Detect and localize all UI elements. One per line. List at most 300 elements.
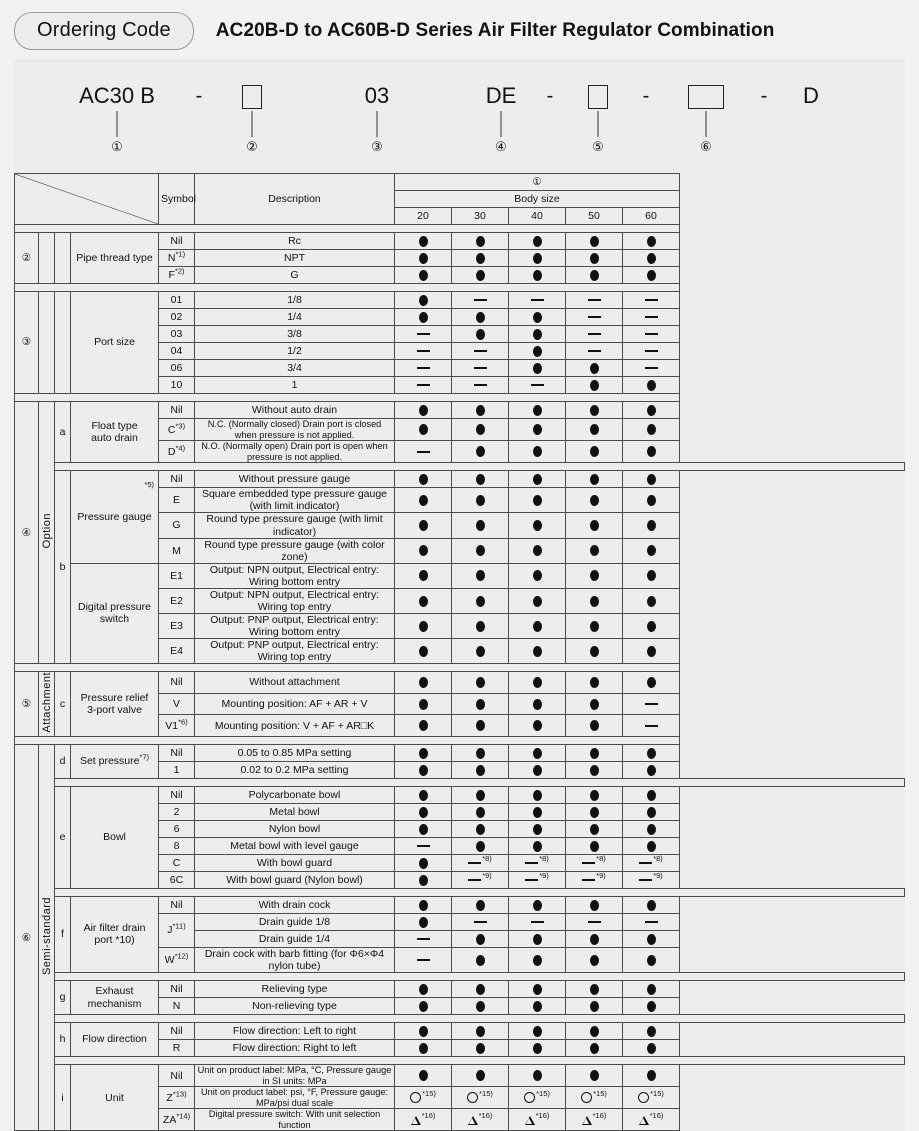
symbol-cell: Nil — [159, 786, 195, 803]
availability-cell — [509, 441, 566, 463]
description-cell: Output: PNP output, Electrical entry: Wiring bottom entry — [195, 613, 395, 638]
availability-cell — [566, 981, 623, 998]
availability-cell — [623, 563, 680, 588]
filled-circle-icon — [533, 346, 542, 357]
availability-cell — [566, 930, 623, 947]
availability-cell — [452, 513, 509, 538]
availability-cell — [395, 250, 452, 267]
availability-cell — [566, 744, 623, 761]
availability-cell — [452, 896, 509, 913]
availability-cell: *15) — [566, 1087, 623, 1109]
filled-circle-icon — [647, 1043, 656, 1054]
dash-icon — [417, 938, 430, 940]
filled-circle-icon — [590, 790, 599, 801]
symbol-cell: 03 — [159, 326, 195, 343]
description-cell: Mounting position: V + AF + AR□K — [195, 715, 395, 737]
availability-cell — [452, 715, 509, 737]
symbol-cell: ZA$^{*14)}$ — [159, 1109, 195, 1131]
filled-circle-icon — [647, 934, 656, 945]
availability-cell — [395, 896, 452, 913]
availability-cell — [452, 419, 509, 441]
symbol-cell: N — [159, 998, 195, 1015]
availability-cell — [395, 786, 452, 803]
availability-cell — [566, 538, 623, 563]
filled-circle-icon — [533, 363, 542, 374]
filled-circle-icon — [590, 446, 599, 457]
code-index-marker: ① — [111, 139, 123, 154]
group-category-label: Attachment — [39, 672, 55, 737]
code-index-marker: ⑥ — [700, 139, 712, 154]
table-row — [15, 233, 905, 250]
availability-cell — [509, 402, 566, 419]
group-index: ⑤ — [15, 672, 39, 737]
dash-icon — [531, 921, 544, 923]
availability-cell — [395, 402, 452, 419]
filled-circle-icon — [647, 570, 656, 581]
code-separator: - — [642, 85, 650, 107]
filled-circle-icon — [647, 1026, 656, 1037]
availability-cell — [395, 998, 452, 1015]
availability-cell — [566, 1065, 623, 1087]
availability-cell — [623, 998, 680, 1015]
dash-icon — [417, 384, 430, 386]
filled-circle-icon — [533, 621, 542, 632]
symbol-cell: Nil — [159, 744, 195, 761]
ordering-code-diagram — [14, 60, 905, 173]
description-cell: Unit on product label: psi, °F, Pressure gauge: MPa/psi dual scale — [195, 1087, 395, 1109]
dash-icon — [645, 725, 658, 727]
filled-circle-icon — [419, 495, 428, 506]
filled-circle-icon — [419, 677, 428, 688]
availability-cell — [395, 761, 452, 778]
filled-circle-icon — [590, 934, 599, 945]
filled-circle-icon — [476, 312, 485, 323]
availability-cell — [623, 693, 680, 715]
dash-icon — [645, 316, 658, 318]
filled-circle-icon — [476, 720, 485, 731]
filled-circle-icon — [590, 520, 599, 531]
filled-circle-icon — [533, 1043, 542, 1054]
description-cell: 0.02 to 0.2 MPa setting — [195, 761, 395, 778]
availability-cell — [395, 233, 452, 250]
availability-cell — [623, 538, 680, 563]
filled-circle-icon — [533, 824, 542, 835]
filled-circle-icon — [647, 765, 656, 776]
group-index: ⑥ — [15, 744, 39, 1131]
group-sub-letter: c — [55, 672, 71, 737]
filled-circle-icon — [476, 841, 485, 852]
symbol-cell: E3 — [159, 613, 195, 638]
availability-cell — [566, 715, 623, 737]
filled-circle-icon — [590, 807, 599, 818]
availability-cell — [395, 513, 452, 538]
availability-cell — [623, 513, 680, 538]
group-category-label-empty — [39, 292, 55, 394]
availability-cell: *16) — [395, 1109, 452, 1131]
filled-circle-icon — [647, 270, 656, 281]
availability-cell — [566, 488, 623, 513]
availability-cell — [509, 947, 566, 972]
filled-circle-icon — [476, 270, 485, 281]
ordering-code-table — [14, 173, 905, 1131]
open-circle-icon — [524, 1092, 535, 1103]
availability-cell: *9) — [452, 871, 509, 888]
availability-cell — [452, 672, 509, 694]
filled-circle-icon — [533, 495, 542, 506]
availability-cell — [452, 803, 509, 820]
dash-icon — [417, 367, 430, 369]
availability-cell — [623, 639, 680, 664]
filled-circle-icon — [419, 236, 428, 247]
filled-circle-icon — [533, 424, 542, 435]
dash-icon — [531, 299, 544, 301]
filled-circle-icon — [590, 1001, 599, 1012]
description-cell: Non-relieving type — [195, 998, 395, 1015]
availability-cell — [623, 761, 680, 778]
availability-cell — [566, 588, 623, 613]
group-sub-letter — [55, 292, 71, 394]
filled-circle-icon — [419, 824, 428, 835]
filled-circle-icon — [590, 621, 599, 632]
symbol-cell: 02 — [159, 309, 195, 326]
availability-cell — [509, 588, 566, 613]
availability-cell — [395, 471, 452, 488]
symbol-cell: E1 — [159, 563, 195, 588]
filled-circle-icon — [476, 1001, 485, 1012]
filled-circle-icon — [647, 748, 656, 759]
dash-icon — [645, 703, 658, 705]
availability-cell — [395, 588, 452, 613]
availability-cell: *9) — [566, 871, 623, 888]
filled-circle-icon — [647, 474, 656, 485]
dash-icon — [645, 350, 658, 352]
availability-cell — [623, 343, 680, 360]
availability-cell — [452, 563, 509, 588]
filled-circle-icon — [419, 621, 428, 632]
availability-cell — [623, 744, 680, 761]
availability-cell: *8) — [566, 854, 623, 871]
group-sub-letter: e — [55, 786, 71, 888]
table-row — [15, 981, 905, 998]
filled-circle-icon — [647, 955, 656, 966]
availability-cell — [566, 761, 623, 778]
filled-circle-icon — [647, 677, 656, 688]
dash-icon — [531, 384, 544, 386]
filled-circle-icon — [476, 984, 485, 995]
availability-cell — [509, 343, 566, 360]
availability-cell — [509, 250, 566, 267]
filled-circle-icon — [533, 955, 542, 966]
body-size-column-header: 30 — [452, 208, 509, 225]
filled-circle-icon — [590, 1026, 599, 1037]
symbol-cell: 6C — [159, 871, 195, 888]
availability-cell: *8) — [623, 854, 680, 871]
code-index-marker: ⑤ — [592, 139, 604, 154]
group-category-label: Option — [39, 402, 55, 664]
filled-circle-icon — [476, 900, 485, 911]
availability-cell — [566, 913, 623, 930]
availability-cell — [452, 1040, 509, 1057]
specification-sheet — [0, 173, 919, 1131]
availability-cell — [566, 803, 623, 820]
filled-circle-icon — [533, 934, 542, 945]
availability-cell — [452, 981, 509, 998]
availability-cell — [509, 786, 566, 803]
symbol-cell: V — [159, 693, 195, 715]
dash-icon — [645, 921, 658, 923]
description-cell: Flow direction: Left to right — [195, 1023, 395, 1040]
filled-circle-icon — [533, 446, 542, 457]
symbol-cell: Nil — [159, 402, 195, 419]
page-title: AC20B-D to AC60B-D Series Air Filter Regulator Combination — [215, 20, 775, 41]
filled-circle-icon — [476, 1043, 485, 1054]
filled-circle-icon — [590, 1070, 599, 1081]
availability-cell — [452, 326, 509, 343]
dash-icon — [474, 921, 487, 923]
symbol-cell: $D^{*4)}$ — [159, 441, 195, 463]
filled-circle-icon — [476, 495, 485, 506]
availability-cell — [509, 538, 566, 563]
description-cell: With bowl guard (Nylon bowl) — [195, 871, 395, 888]
availability-cell — [623, 930, 680, 947]
availability-cell — [566, 947, 623, 972]
availability-cell — [509, 377, 566, 394]
group-name-secondary: Digital pressure switch — [71, 563, 159, 664]
description-cell: 1 — [195, 377, 395, 394]
availability-cell — [509, 1023, 566, 1040]
filled-circle-icon — [647, 900, 656, 911]
symbol-cell: $Z^{*13)}$ — [159, 1087, 195, 1109]
availability-cell — [395, 538, 452, 563]
filled-circle-icon — [590, 1043, 599, 1054]
availability-cell — [395, 854, 452, 871]
availability-cell — [509, 613, 566, 638]
symbol-cell: V1$^{*6)}$ — [159, 715, 195, 737]
availability-cell — [623, 715, 680, 737]
dash-icon — [417, 845, 430, 847]
availability-cell — [395, 913, 452, 930]
dash-icon — [645, 333, 658, 335]
availability-cell — [623, 441, 680, 463]
group-sub-letter: b — [55, 471, 71, 664]
availability-cell — [452, 639, 509, 664]
body-size-column-header: 50 — [566, 208, 623, 225]
dash-icon — [645, 367, 658, 369]
symbol-cell: E — [159, 488, 195, 513]
code-placeholder-box[interactable] — [242, 85, 262, 109]
symbol-cell: Nil — [159, 672, 195, 694]
code-separator: - — [546, 85, 554, 107]
filled-circle-icon — [647, 790, 656, 801]
description-cell: Unit on product label: MPa, °C, Pressure gauge in SI units: MPa — [195, 1065, 395, 1087]
availability-cell — [452, 820, 509, 837]
availability-cell — [623, 981, 680, 998]
availability-cell — [566, 837, 623, 854]
availability-cell — [395, 672, 452, 694]
description-cell: 3/4 — [195, 360, 395, 377]
availability-cell — [509, 981, 566, 998]
dash-icon — [588, 316, 601, 318]
description-cell: Metal bowl with level gauge — [195, 837, 395, 854]
description-cell: Round type pressure gauge (with color zone) — [195, 538, 395, 563]
availability-cell — [509, 896, 566, 913]
filled-circle-icon — [476, 236, 485, 247]
filled-circle-icon — [590, 841, 599, 852]
filled-circle-icon — [476, 329, 485, 340]
filled-circle-icon — [647, 446, 656, 457]
filled-circle-icon — [476, 677, 485, 688]
availability-cell — [395, 309, 452, 326]
availability-cell — [566, 1040, 623, 1057]
filled-circle-icon — [476, 474, 485, 485]
availability-cell — [452, 309, 509, 326]
symbol-cell: Nil — [159, 471, 195, 488]
filled-circle-icon — [533, 720, 542, 731]
availability-cell — [452, 588, 509, 613]
availability-cell — [623, 1040, 680, 1057]
filled-circle-icon — [419, 699, 428, 710]
filled-circle-icon — [533, 900, 542, 911]
availability-cell — [509, 267, 566, 284]
filled-circle-icon — [419, 545, 428, 556]
availability-cell — [452, 947, 509, 972]
availability-cell — [566, 326, 623, 343]
dash-icon — [525, 879, 538, 881]
filled-circle-icon — [419, 748, 428, 759]
availability-cell — [566, 441, 623, 463]
availability-cell — [566, 672, 623, 694]
row-spacer — [15, 394, 905, 402]
availability-cell — [509, 715, 566, 737]
availability-cell — [509, 419, 566, 441]
availability-cell — [566, 419, 623, 441]
code-placeholder-box[interactable] — [588, 85, 608, 109]
filled-circle-icon — [419, 596, 428, 607]
description-cell: NPT — [195, 250, 395, 267]
filled-circle-icon — [590, 424, 599, 435]
filled-circle-icon — [590, 570, 599, 581]
availability-cell — [452, 377, 509, 394]
filled-circle-icon — [647, 1070, 656, 1081]
row-spacer — [15, 778, 905, 786]
table-header-row-1 — [15, 174, 905, 191]
availability-cell — [623, 402, 680, 419]
symbol-cell: Nil — [159, 1023, 195, 1040]
availability-cell — [566, 998, 623, 1015]
dash-icon — [474, 367, 487, 369]
availability-cell — [509, 672, 566, 694]
description-cell: Without auto drain — [195, 402, 395, 419]
availability-cell — [395, 715, 452, 737]
availability-cell: *16) — [566, 1109, 623, 1131]
row-spacer — [15, 1057, 905, 1065]
availability-cell — [623, 488, 680, 513]
code-token: 03 — [364, 83, 390, 108]
page-header — [0, 0, 919, 60]
availability-cell — [566, 513, 623, 538]
availability-cell — [623, 947, 680, 972]
dash-icon — [588, 333, 601, 335]
description-cell: Output: NPN output, Electrical entry: Wiring bottom entry — [195, 563, 395, 588]
group-name: Pipe thread type — [71, 233, 159, 284]
description-cell: With bowl guard — [195, 854, 395, 871]
symbol-header: Symbol — [159, 174, 195, 225]
filled-circle-icon — [590, 720, 599, 731]
availability-cell — [395, 419, 452, 441]
symbol-cell: 6 — [159, 820, 195, 837]
availability-cell — [566, 820, 623, 837]
availability-cell — [395, 292, 452, 309]
symbol-cell: Nil — [159, 981, 195, 998]
availability-cell — [566, 267, 623, 284]
description-cell: Nylon bowl — [195, 820, 395, 837]
filled-circle-icon — [647, 236, 656, 247]
availability-cell — [452, 1065, 509, 1087]
symbol-cell: 10 — [159, 377, 195, 394]
availability-cell: *15) — [509, 1087, 566, 1109]
filled-circle-icon — [419, 646, 428, 657]
filled-circle-icon — [590, 405, 599, 416]
code-token: AC30 B — [79, 83, 155, 108]
filled-circle-icon — [476, 520, 485, 531]
symbol-cell: $C^{*3)}$ — [159, 419, 195, 441]
availability-cell — [395, 326, 452, 343]
body-size-column-header: 20 — [395, 208, 452, 225]
filled-circle-icon — [476, 545, 485, 556]
availability-cell — [452, 233, 509, 250]
description-cell: 0.05 to 0.85 MPa setting — [195, 744, 395, 761]
row-spacer — [15, 1015, 905, 1023]
availability-cell — [623, 820, 680, 837]
filled-circle-icon — [590, 545, 599, 556]
filled-circle-icon — [647, 520, 656, 531]
filled-circle-icon — [647, 380, 656, 391]
filled-circle-icon — [590, 765, 599, 776]
availability-cell: *9) — [623, 871, 680, 888]
availability-cell — [395, 343, 452, 360]
filled-circle-icon — [419, 875, 428, 886]
filled-circle-icon — [419, 474, 428, 485]
description-cell: Without attachment — [195, 672, 395, 694]
availability-cell — [623, 250, 680, 267]
description-cell: Polycarbonate bowl — [195, 786, 395, 803]
group-name: Exhaust mechanism — [71, 981, 159, 1015]
symbol-cell: R — [159, 1040, 195, 1057]
code-separator: - — [760, 85, 768, 107]
table-row — [15, 1065, 905, 1087]
code-leader-line — [501, 111, 502, 137]
filled-circle-icon — [647, 596, 656, 607]
symbol-cell: $J^{*11)}$ — [159, 913, 195, 947]
group-name: Pressure relief 3-port valve — [71, 672, 159, 737]
diagonal-line-icon — [15, 174, 158, 224]
open-circle-icon — [410, 1092, 421, 1103]
code-placeholder-box[interactable] — [688, 85, 724, 109]
description-cell: G — [195, 267, 395, 284]
filled-circle-icon — [476, 596, 485, 607]
group-sub-letter: h — [55, 1023, 71, 1057]
availability-cell — [623, 1065, 680, 1087]
filled-circle-icon — [419, 295, 428, 306]
filled-circle-icon — [419, 424, 428, 435]
open-circle-icon — [467, 1092, 478, 1103]
availability-cell: *15) — [395, 1087, 452, 1109]
corner-diagonal-cell — [15, 174, 159, 225]
row-spacer — [15, 888, 905, 896]
table-row — [15, 744, 905, 761]
availability-cell — [395, 930, 452, 947]
availability-cell — [623, 1023, 680, 1040]
